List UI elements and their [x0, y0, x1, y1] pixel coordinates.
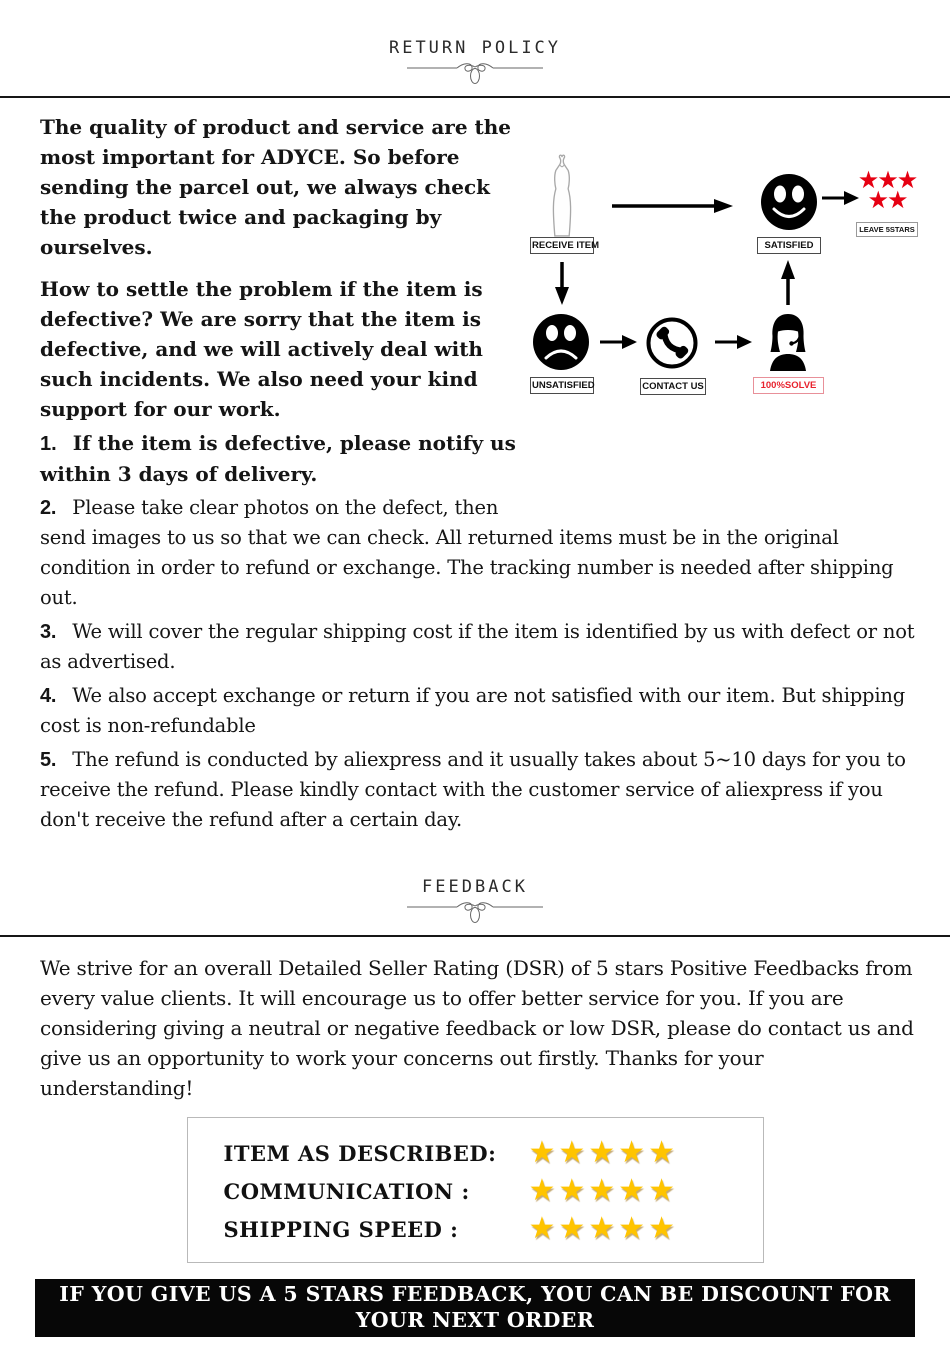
policy-item-3 — [40, 617, 922, 677]
divider-feedback — [0, 935, 950, 937]
item-number: 4. — [40, 685, 57, 707]
arrow-right-icon — [715, 334, 753, 350]
rating-label: ITEM AS DESCRIBED: — [223, 1140, 497, 1166]
item-text: Please take clear photos on the defect, then send images to us so that we can check. All returned items must be in the original condition in order to refund or exchange. The tracking number is needed after shipping out. — [40, 496, 894, 609]
customer-service-agent-icon — [758, 310, 818, 372]
sad-face-icon — [532, 313, 590, 371]
solve-label: 100%SOLVE — [753, 377, 824, 394]
arrow-down-icon — [554, 262, 570, 306]
arrow-right-icon — [600, 334, 638, 350]
phone-contact-icon — [645, 316, 699, 370]
five-gold-stars-icon: ★★★★★ — [528, 1135, 678, 1170]
feedback-header — [0, 877, 950, 925]
unsatisfied-label: UNSATISFIED — [530, 377, 594, 394]
item-number: 5. — [40, 749, 57, 771]
return-flowchart — [530, 126, 922, 498]
rating-row-communication — [188, 1172, 763, 1210]
flourish-ornament-icon — [405, 60, 545, 86]
policy-item-5 — [40, 745, 922, 835]
item-text: We will cover the regular shipping cost if the item is identified by us with defect or not as advertised. — [40, 620, 915, 673]
policy-settle-paragraph: How to settle the problem if the item is defective? We are sorry that the item is defective, and we will actively deal with such incidents. We also need your kind support for our work. — [40, 277, 483, 421]
divider-top — [0, 96, 950, 98]
leave-5stars-label: LEAVE 5STARS — [856, 222, 918, 237]
item-text: If the item is defective, please notify us within 3 days of delivery. — [40, 431, 516, 486]
policy-item-4 — [40, 681, 922, 741]
dress-icon — [546, 154, 578, 240]
five-gold-stars-icon: ★★★★★ — [528, 1173, 678, 1208]
return-policy-header — [0, 38, 950, 86]
feedback-title: FEEDBACK — [422, 877, 528, 897]
return-policy-title: RETURN POLICY — [388, 38, 562, 58]
item-number: 1. — [40, 433, 57, 455]
rating-label: SHIPPING SPEED : — [223, 1216, 459, 1242]
arrow-right-icon — [612, 198, 734, 214]
discount-banner: IF YOU GIVE US A 5 STARS FEEDBACK, YOU CAN BE DISCOUNT FOR YOUR NEXT ORDER — [35, 1279, 915, 1337]
policy-intro-paragraph: The quality of product and service are the most important for ADYCE. So before sending the parcel out, we always check the product twice and packaging by ourselves. — [40, 115, 512, 259]
arrow-up-icon — [780, 259, 796, 305]
return-policy-section — [40, 112, 922, 835]
item-number: 3. — [40, 621, 57, 643]
five-red-stars-icon: ★★★ ★★ — [857, 166, 917, 214]
item-text: The refund is conducted by aliexpress and it usually takes about 5~10 days for you to receive the refund. Please kindly contact with the customer service of aliexpress if you don't receive the refund after a certain day. — [40, 748, 906, 831]
flourish-ornament-icon — [405, 899, 545, 925]
rating-label: COMMUNICATION : — [223, 1178, 470, 1204]
satisfied-label: SATISFIED — [757, 237, 821, 254]
receive-item-label: RECEIVE ITEM — [530, 237, 594, 254]
item-number: 2. — [40, 497, 57, 519]
rating-table — [187, 1117, 764, 1263]
feedback-intro-paragraph: We strive for an overall Detailed Seller Rating (DSR) of 5 stars Positive Feedbacks from every value clients. It will encourage us to offer better service for you. If you are considering giving a neutral or negative feedback or low DSR, please do contact us and give us an opportunity to work your concerns out firstly. Thanks for your understanding! — [40, 956, 914, 1100]
five-gold-stars-icon: ★★★★★ — [528, 1211, 678, 1246]
contact-us-label: CONTACT US — [640, 378, 706, 395]
item-text: We also accept exchange or return if you are not satisfied with our item. But shipping cost is non-refundable — [40, 684, 906, 737]
rating-row-shipping-speed — [188, 1210, 763, 1248]
smiley-face-icon — [760, 173, 818, 231]
rating-row-item-as-described — [188, 1134, 763, 1172]
policy-item-2 — [40, 493, 922, 613]
